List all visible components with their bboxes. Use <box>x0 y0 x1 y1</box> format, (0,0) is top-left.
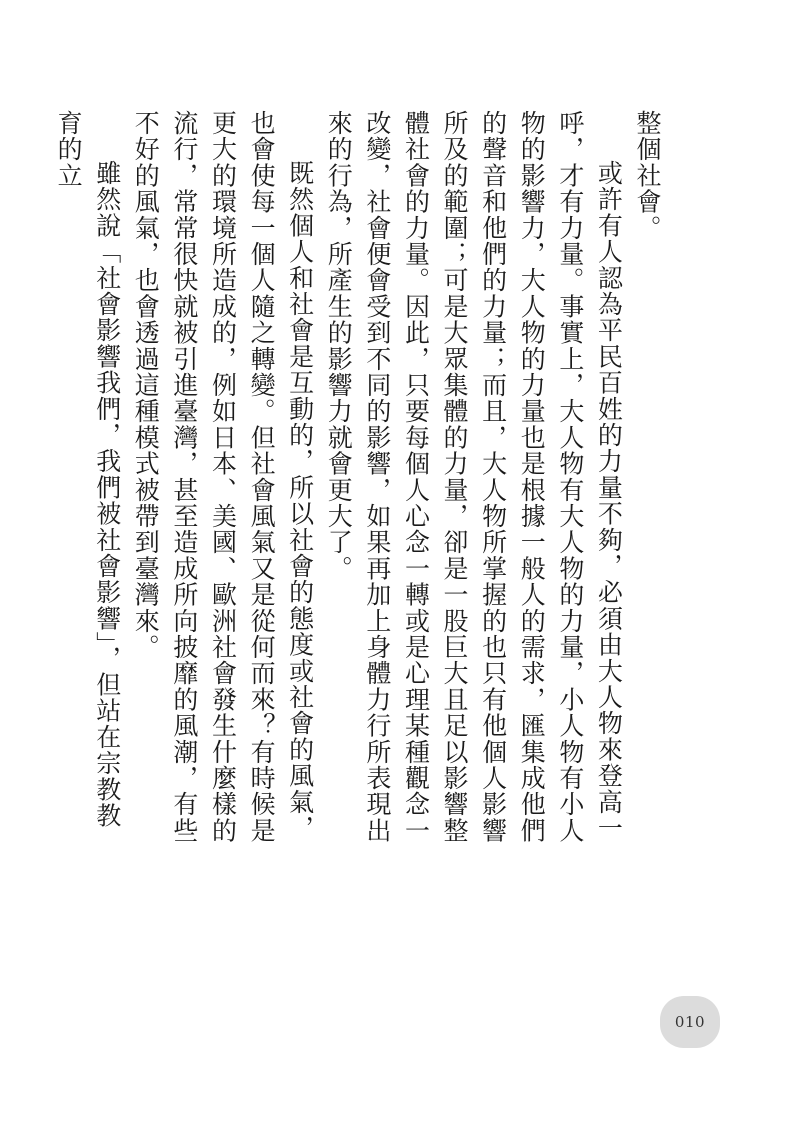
page-number: 010 <box>674 1013 706 1031</box>
page-number-badge <box>660 996 720 1048</box>
paragraph-2: 或許有人認為平民百姓的力量不夠，必須由大人物來登高一呼，才有力量。事實上，大人物有大人物的力量，小人物有小人物的影響力，大人物的力量也是根據一般人的需求，匯集成他們的聲音和他們的力量；而且，大人物所掌握的也只有他個人影響所及的範圍；可是大眾集體的力量，卻是一股巨大且足以影響整體社會的力量。因此，只要每個人心念一轉或是心理某種觀念一改變，社會便會受到不同的影響，如果再加上身體力行所表現出來的行為，所產生的影響力就會更大了。 <box>324 110 624 844</box>
vertical-text-body <box>54 110 666 850</box>
paragraph-4: 雖然說「社會影響我們，我們被社會影響」，但站在宗教教育的立 <box>54 110 122 829</box>
paragraph-3: 既然個人和社會是互動的，所以社會的態度或社會的風氣，也會使每一個人隨之轉變。但社會風氣又是從何而來？有時候是更大的環境所造成的，例如日本、美國、歐洲社會發生什麼樣的流行，常常很快就被引進臺灣，甚至造成所向披靡的風潮，有些不好的風氣，也會透過這種模式被帶到臺灣來。 <box>131 110 315 844</box>
paragraph-1: 整個社會。 <box>633 110 662 241</box>
